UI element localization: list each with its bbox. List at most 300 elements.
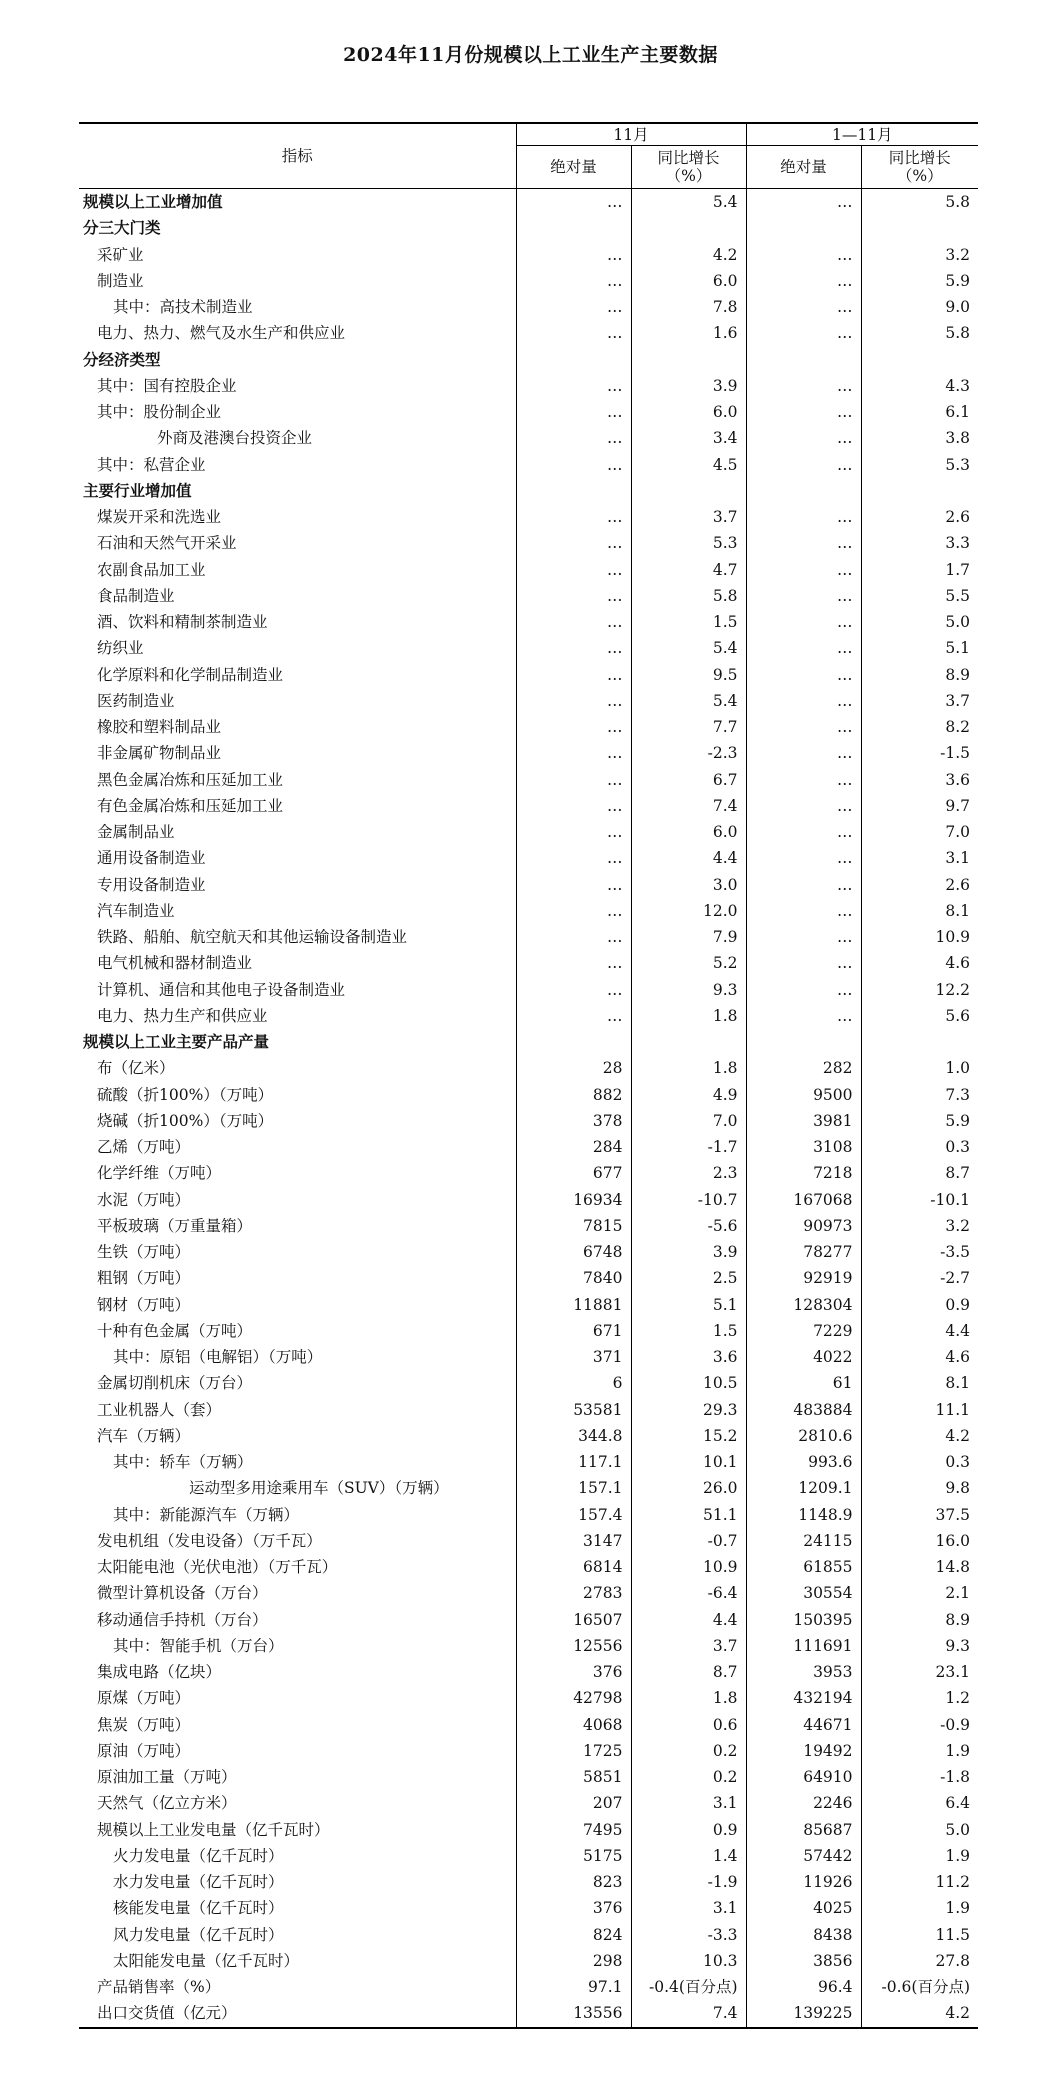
table-row [79,1869,978,1895]
row-label: 非金属矿物制品业 [97,744,222,763]
cell-yoy-ytd: 8.9 [861,1607,978,1633]
cell-abs-nov: … [516,924,631,950]
cell-abs-nov: 7495 [516,1817,631,1843]
cell-abs-nov: … [516,950,631,976]
row-label: 橡胶和塑料制品业 [97,718,222,737]
row-label: 汽车（万辆） [97,1426,191,1445]
cell-abs-ytd: 96.4 [746,1974,861,2000]
table-row [79,425,978,451]
cell-abs-ytd: 92919 [746,1265,861,1291]
row-label: 外商及港澳台投资企业 [157,429,313,448]
cell-abs-nov [516,1029,631,1055]
cell-yoy-ytd: 3.2 [861,1213,978,1239]
table-row [79,1738,978,1764]
table-row [79,1554,978,1580]
table-row [79,320,978,346]
cell-yoy-ytd [861,215,978,241]
cell-yoy-ytd: 2.6 [861,504,978,530]
cell-yoy-ytd: 9.7 [861,793,978,819]
row-label: 纺织业 [97,639,144,658]
cell-yoy-nov: 9.3 [631,977,746,1003]
cell-abs-ytd: … [746,740,861,766]
cell-abs-nov: … [516,504,631,530]
row-label: 太阳能发电量（亿千瓦时） [113,1951,300,1970]
cell-abs-ytd: 432194 [746,1685,861,1711]
cell-yoy-nov: 15.2 [631,1423,746,1449]
table-row [79,1502,978,1528]
cell-abs-nov: … [516,583,631,609]
table-row [79,1580,978,1606]
cell-yoy-ytd: 5.0 [861,609,978,635]
row-label: 布（亿米） [97,1059,175,1078]
cell-yoy-nov: -0.4(百分点) [631,1974,746,2000]
row-label: 其中：股份制企业 [97,403,222,422]
cell-yoy-nov: 3.6 [631,1344,746,1370]
cell-abs-ytd: 2810.6 [746,1423,861,1449]
header-yoy-line1: 同比增长 [657,149,720,167]
table-row [79,1449,978,1475]
cell-abs-nov: … [516,425,631,451]
row-label: 农副食品加工业 [97,560,206,579]
cell-yoy-ytd [861,478,978,504]
cell-abs-nov: 117.1 [516,1449,631,1475]
cell-yoy-ytd: -0.6(百分点) [861,1974,978,2000]
row-label: 核能发电量（亿千瓦时） [113,1899,284,1918]
row-label: 出口交货值（亿元） [79,2000,516,2027]
cell-abs-nov: 2783 [516,1580,631,1606]
cell-yoy-nov: 1.6 [631,320,746,346]
cell-abs-ytd [746,347,861,373]
cell-yoy-nov: -1.9 [631,1869,746,1895]
row-label: 其中：智能手机（万台） [113,1636,284,1655]
table-row [79,1397,978,1423]
cell-yoy-ytd: 5.6 [861,1003,978,1029]
header-indicator: 指标 [79,123,516,189]
table-row [79,1265,978,1291]
cell-yoy-nov: 51.1 [631,1502,746,1528]
cell-yoy-nov: 0.6 [631,1712,746,1738]
cell-abs-ytd: 61 [746,1370,861,1396]
row-label: 电气机械和器材制造业 [97,954,253,973]
cell-abs-ytd: … [746,977,861,1003]
cell-abs-nov: … [516,740,631,766]
cell-abs-ytd: … [746,452,861,478]
row-label: 其中：高技术制造业 [113,298,253,317]
row-label: 烧碱（折100%）（万吨） [97,1111,274,1130]
cell-abs-ytd [746,1029,861,1055]
cell-abs-nov: … [516,268,631,294]
table-row [79,1134,978,1160]
cell-yoy-nov [631,1029,746,1055]
cell-abs-nov: … [516,688,631,714]
row-label: 规模以上工业主要产品产量 [83,1032,270,1052]
table-row [79,872,978,898]
cell-abs-nov: … [516,242,631,268]
cell-yoy-nov: 12.0 [631,898,746,924]
data-table [79,122,978,2029]
cell-abs-nov: … [516,609,631,635]
cell-yoy-nov: 10.1 [631,1449,746,1475]
header-yoy-line2: （%） [896,167,943,185]
row-label: 分经济类型 [83,349,161,369]
row-label: 十种有色金属（万吨） [97,1321,253,1340]
cell-abs-nov: … [516,557,631,583]
cell-yoy-ytd: 5.0 [861,1817,978,1843]
cell-abs-ytd: … [746,242,861,268]
cell-abs-ytd: 139225 [746,2000,861,2027]
table-row [79,1003,978,1029]
cell-abs-ytd: 1209.1 [746,1475,861,1501]
cell-abs-nov: … [516,845,631,871]
cell-yoy-nov: 8.7 [631,1659,746,1685]
cell-yoy-nov: -0.7 [631,1528,746,1554]
cell-abs-ytd [746,215,861,241]
row-label: 其中：新能源汽车（万辆） [113,1505,300,1524]
table-row [79,1318,978,1344]
cell-abs-ytd: 90973 [746,1213,861,1239]
cell-abs-ytd: 57442 [746,1843,861,1869]
cell-abs-ytd: … [746,373,861,399]
table-row [79,1948,978,1974]
cell-abs-ytd: 282 [746,1055,861,1081]
cell-yoy-ytd: -1.8 [861,1764,978,1790]
cell-abs-ytd: 61855 [746,1554,861,1580]
cell-abs-nov: … [516,294,631,320]
cell-yoy-ytd: 3.7 [861,688,978,714]
cell-yoy-ytd: 8.1 [861,1370,978,1396]
table-row [79,1685,978,1711]
cell-yoy-nov: 4.5 [631,452,746,478]
header-yoy-ytd [861,146,978,189]
row-label: 微型计算机设备（万台） [97,1584,268,1603]
row-label: 粗钢（万吨） [97,1269,191,1288]
cell-abs-nov: … [516,872,631,898]
cell-yoy-nov: 1.8 [631,1685,746,1711]
cell-yoy-ytd: 8.2 [861,714,978,740]
row-label: 工业机器人（套） [97,1400,222,1419]
cell-yoy-nov: 1.4 [631,1843,746,1869]
table-row [79,950,978,976]
table-row [79,2000,978,2027]
cell-yoy-nov: 5.2 [631,950,746,976]
cell-yoy-ytd: -0.9 [861,1712,978,1738]
cell-yoy-ytd: 1.9 [861,1738,978,1764]
cell-yoy-nov: 0.9 [631,1817,746,1843]
cell-yoy-nov: 2.3 [631,1160,746,1186]
cell-yoy-ytd: 12.2 [861,977,978,1003]
cell-yoy-ytd: 5.8 [861,320,978,346]
section-row [79,189,978,216]
cell-yoy-nov: 6.0 [631,268,746,294]
cell-abs-ytd: … [746,714,861,740]
header-yoy-line1: 同比增长 [888,149,951,167]
cell-yoy-nov: 3.7 [631,504,746,530]
cell-yoy-nov: 7.7 [631,714,746,740]
cell-yoy-nov: 26.0 [631,1475,746,1501]
cell-yoy-nov: 7.4 [631,2000,746,2027]
cell-abs-ytd: 9500 [746,1082,861,1108]
cell-yoy-ytd [861,1029,978,1055]
cell-abs-ytd: … [746,767,861,793]
cell-abs-nov: 3147 [516,1528,631,1554]
cell-abs-ytd: 150395 [746,1607,861,1633]
cell-abs-ytd: … [746,662,861,688]
page-title: 2024年11月份规模以上工业生产主要数据 [343,44,718,66]
cell-abs-ytd: 24115 [746,1528,861,1554]
cell-yoy-ytd: 0.3 [861,1449,978,1475]
row-label: 汽车制造业 [97,901,175,920]
row-label: 有色金属冶炼和压延加工业 [97,796,284,815]
cell-abs-nov: 28 [516,1055,631,1081]
table-row [79,635,978,661]
cell-yoy-ytd: 5.9 [861,268,978,294]
cell-abs-nov: 5851 [516,1764,631,1790]
cell-yoy-nov: 5.3 [631,530,746,556]
table-row [79,504,978,530]
table-row [79,714,978,740]
row-label: 风力发电量（亿千瓦时） [113,1925,284,1944]
row-label: 水力发电量（亿千瓦时） [113,1873,284,1892]
cell-abs-nov: 16507 [516,1607,631,1633]
cell-yoy-ytd: 4.2 [861,2000,978,2027]
cell-abs-ytd: … [746,268,861,294]
cell-abs-nov: 824 [516,1922,631,1948]
cell-abs-ytd: … [746,845,861,871]
cell-abs-nov: 1725 [516,1738,631,1764]
table-row [79,767,978,793]
section-row [79,347,978,373]
table-row [79,1475,978,1501]
row-label: 其中：私营企业 [97,455,206,474]
cell-yoy-ytd: 9.3 [861,1633,978,1659]
cell-yoy-ytd: 8.9 [861,662,978,688]
cell-yoy-ytd: 5.9 [861,1108,978,1134]
cell-abs-nov: 207 [516,1790,631,1816]
cell-abs-ytd [746,478,861,504]
cell-abs-ytd: 85687 [746,1817,861,1843]
cell-yoy-nov: 0.2 [631,1738,746,1764]
cell-abs-nov: 671 [516,1318,631,1344]
table-row [79,924,978,950]
cell-yoy-ytd: 16.0 [861,1528,978,1554]
cell-abs-ytd: … [746,688,861,714]
header-yoy-line2: （%） [665,167,712,185]
cell-yoy-ytd: 5.5 [861,583,978,609]
header-period-november: 11月 [516,123,746,146]
cell-yoy-ytd: 5.1 [861,635,978,661]
row-label: 火力发电量（亿千瓦时） [113,1846,284,1865]
cell-abs-nov: … [516,189,631,216]
cell-abs-ytd: … [746,294,861,320]
row-label: 电力、热力生产和供应业 [97,1006,268,1025]
cell-abs-ytd: … [746,530,861,556]
table-row [79,1187,978,1213]
cell-yoy-nov: -6.4 [631,1580,746,1606]
table-row [79,294,978,320]
cell-abs-nov: 6 [516,1370,631,1396]
cell-abs-ytd: 3981 [746,1108,861,1134]
table-row [79,1633,978,1659]
cell-yoy-nov: 2.5 [631,1265,746,1291]
table-row [79,583,978,609]
row-label: 煤炭开采和洗选业 [97,508,222,527]
cell-abs-nov [516,347,631,373]
cell-yoy-ytd: 7.0 [861,819,978,845]
table-row [79,793,978,819]
table-row [79,662,978,688]
cell-abs-ytd: 128304 [746,1292,861,1318]
cell-abs-ytd: 11926 [746,1869,861,1895]
cell-abs-nov: 53581 [516,1397,631,1423]
cell-abs-nov: 12556 [516,1633,631,1659]
section-row [79,1029,978,1055]
row-label: 原油加工量（万吨） [97,1768,237,1787]
cell-yoy-ytd: 9.8 [861,1475,978,1501]
cell-abs-nov: 42798 [516,1685,631,1711]
cell-yoy-ytd: 3.3 [861,530,978,556]
cell-yoy-ytd: 1.2 [861,1685,978,1711]
row-label: 硫酸（折100%）（万吨） [97,1085,274,1104]
table-row [79,373,978,399]
cell-yoy-ytd: 6.4 [861,1790,978,1816]
cell-abs-nov: 16934 [516,1187,631,1213]
row-label: 移动通信手持机（万台） [97,1610,268,1629]
cell-abs-ytd: 993.6 [746,1449,861,1475]
cell-yoy-ytd: 8.1 [861,898,978,924]
cell-yoy-ytd: 23.1 [861,1659,978,1685]
table-row [79,1843,978,1869]
cell-abs-nov: 13556 [516,2000,631,2027]
cell-yoy-nov: 10.5 [631,1370,746,1396]
cell-abs-ytd: … [746,872,861,898]
row-label: 其中：原铝（电解铝）（万吨） [113,1348,323,1367]
cell-yoy-nov: 3.1 [631,1895,746,1921]
table-row [79,1239,978,1265]
cell-abs-ytd: 3856 [746,1948,861,1974]
table-row [79,1528,978,1554]
cell-abs-nov: 157.4 [516,1502,631,1528]
cell-yoy-ytd: 0.3 [861,1134,978,1160]
cell-abs-nov: 6814 [516,1554,631,1580]
table-row [79,530,978,556]
cell-yoy-nov: 0.2 [631,1764,746,1790]
cell-yoy-ytd: 1.9 [861,1843,978,1869]
cell-abs-ytd: … [746,924,861,950]
cell-abs-ytd: … [746,557,861,583]
cell-abs-nov: … [516,819,631,845]
cell-yoy-ytd: -2.7 [861,1265,978,1291]
cell-abs-nov: … [516,530,631,556]
cell-abs-nov: … [516,898,631,924]
table-row [79,1922,978,1948]
cell-abs-nov: … [516,399,631,425]
cell-abs-ytd: 483884 [746,1397,861,1423]
cell-yoy-ytd: 1.7 [861,557,978,583]
cell-yoy-nov: -10.7 [631,1187,746,1213]
cell-yoy-nov: 4.2 [631,242,746,268]
row-label: 规模以上工业发电量（亿千瓦时） [97,1820,330,1839]
row-label: 分三大门类 [83,218,161,238]
table-row [79,819,978,845]
row-label: 主要行业增加值 [83,480,192,500]
cell-yoy-nov: 5.4 [631,635,746,661]
cell-abs-nov: 371 [516,1344,631,1370]
cell-yoy-nov: 3.9 [631,373,746,399]
cell-abs-ytd: … [746,1003,861,1029]
table-row [79,1160,978,1186]
cell-yoy-nov: 3.9 [631,1239,746,1265]
row-label: 石油和天然气开采业 [97,534,237,553]
row-label: 通用设备制造业 [97,849,206,868]
cell-abs-nov: 378 [516,1108,631,1134]
table-row [79,1423,978,1449]
cell-abs-ytd: 111691 [746,1633,861,1659]
cell-yoy-nov: 10.3 [631,1948,746,1974]
cell-abs-ytd: 2246 [746,1790,861,1816]
cell-abs-nov: 376 [516,1895,631,1921]
cell-abs-nov: … [516,320,631,346]
cell-yoy-ytd: 4.6 [861,1344,978,1370]
cell-abs-nov: … [516,662,631,688]
row-label: 酒、饮料和精制茶制造业 [97,613,268,632]
table-row [79,1108,978,1134]
cell-abs-nov: … [516,714,631,740]
cell-abs-nov: 677 [516,1160,631,1186]
cell-abs-nov: 5175 [516,1843,631,1869]
table-row [79,452,978,478]
row-label: 产品销售率（%） [97,1978,221,1997]
cell-yoy-nov: 5.4 [631,189,746,216]
table-row [79,1607,978,1633]
cell-yoy-nov: 7.8 [631,294,746,320]
cell-yoy-nov [631,347,746,373]
table-row [79,1659,978,1685]
cell-yoy-ytd: 3.8 [861,425,978,451]
header-abs-ytd: 绝对量 [746,146,861,189]
cell-abs-ytd: … [746,320,861,346]
cell-abs-nov: … [516,635,631,661]
table-row [79,845,978,871]
table-row [79,1974,978,2000]
cell-yoy-nov: 7.9 [631,924,746,950]
table-row [79,977,978,1003]
row-label: 采矿业 [97,245,144,264]
cell-abs-nov: 11881 [516,1292,631,1318]
cell-yoy-nov: 5.1 [631,1292,746,1318]
cell-yoy-ytd: 5.8 [861,189,978,216]
table-row [79,1082,978,1108]
cell-yoy-nov: 4.4 [631,1607,746,1633]
cell-yoy-ytd: -3.5 [861,1239,978,1265]
cell-yoy-nov: 6.0 [631,399,746,425]
cell-abs-nov: … [516,1003,631,1029]
cell-yoy-ytd: -1.5 [861,740,978,766]
cell-yoy-ytd: 11.5 [861,1922,978,1948]
table-row [79,557,978,583]
cell-abs-ytd: … [746,635,861,661]
header-yoy-nov [631,146,746,189]
cell-yoy-ytd: 7.3 [861,1082,978,1108]
cell-yoy-nov: 3.0 [631,872,746,898]
cell-abs-nov: 284 [516,1134,631,1160]
cell-yoy-ytd: 14.8 [861,1554,978,1580]
cell-abs-ytd: … [746,583,861,609]
cell-abs-nov: … [516,767,631,793]
cell-yoy-nov: 1.8 [631,1003,746,1029]
cell-yoy-nov: -1.7 [631,1134,746,1160]
section-row [79,478,978,504]
cell-abs-ytd: 64910 [746,1764,861,1790]
